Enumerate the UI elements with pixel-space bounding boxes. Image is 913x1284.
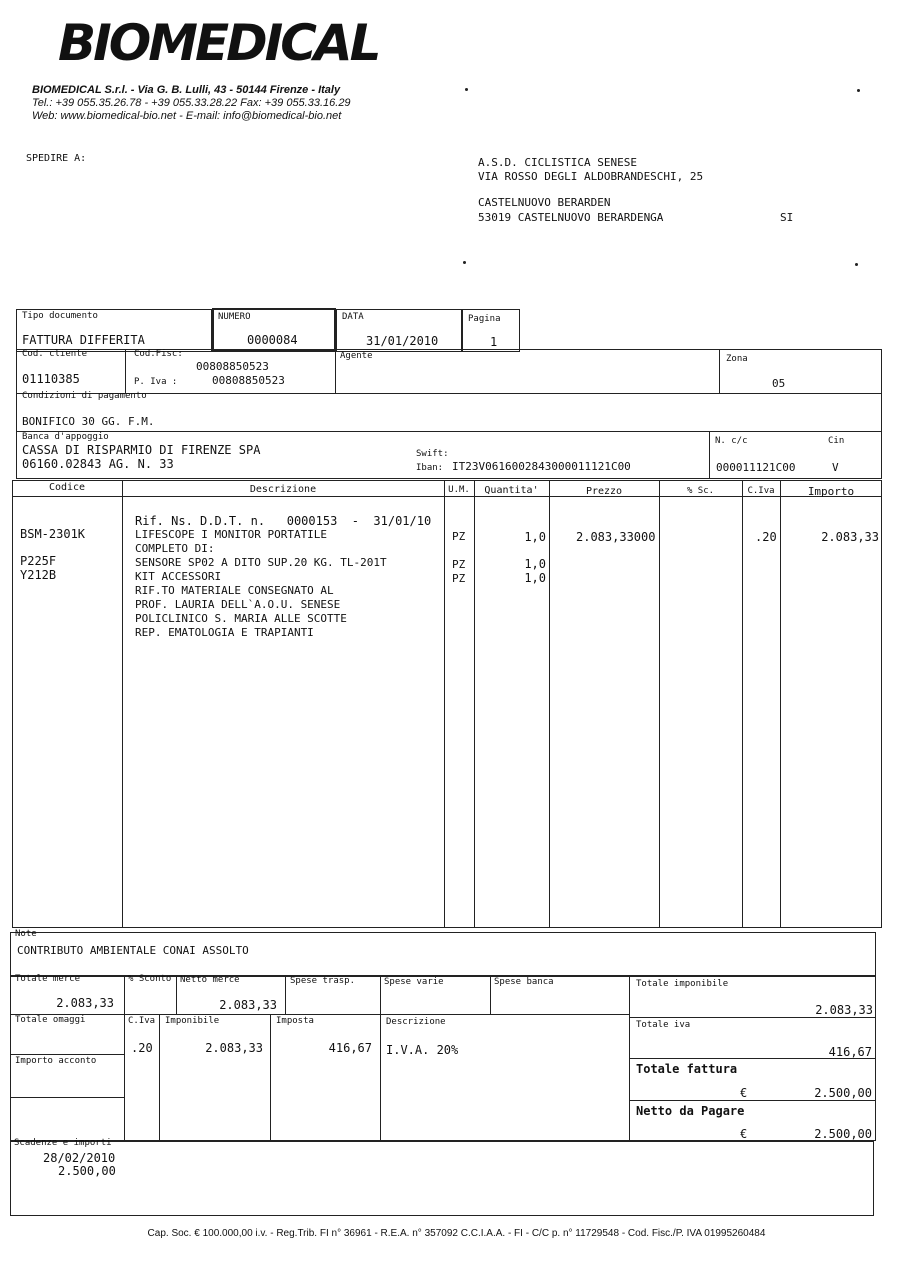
row-description: RIF.TO MATERIALE CONSEGNATO AL [135, 584, 334, 597]
notes-text: CONTRIBUTO AMBIENTALE CONAI ASSOLTO [17, 944, 249, 957]
vat-total-label: Totale iva [636, 1020, 691, 1030]
vat-total: 416,67 [828, 1045, 872, 1059]
row-price: 2.083,33000 [576, 530, 656, 544]
vat-label: P. Iva : [134, 377, 178, 387]
row-vat: .20 [755, 530, 777, 544]
zone: 05 [772, 377, 786, 390]
row-description: SENSORE SP02 A DITO SUP.20 KG. TL-201T [135, 556, 387, 569]
col-header-price: Prezzo [585, 486, 623, 497]
vat-code: .20 [131, 1041, 153, 1055]
taxable-total: 2.083,33 [815, 1003, 873, 1017]
shipping-costs-label: Spese trasp. [290, 976, 356, 986]
doc-number-label: NUMERO [218, 312, 251, 322]
row-amount: 2.083,33 [821, 530, 879, 544]
due-amount: 2.500,00 [58, 1164, 116, 1178]
company-phone: Tel.: +39 055.35.26.78 - +39 055.33.28.22 Fax: +39 055.33.16.29 [32, 97, 351, 109]
currency-symbol: € [740, 1127, 748, 1141]
taxable-label: Imponibile [165, 1016, 220, 1026]
doc-type-label: Tipo documento [22, 311, 98, 321]
net-to-pay-label: Netto da Pagare [636, 1104, 745, 1118]
due-date: 28/02/2010 [43, 1151, 116, 1165]
net-goods: 2.083,33 [219, 998, 277, 1012]
agent-label: Agente [340, 351, 373, 361]
bank-branch: 06160.02843 AG. N. 33 [22, 457, 174, 471]
row-code: BSM-2301K [20, 527, 86, 541]
bank-costs-label: Spese banca [494, 977, 554, 987]
swift-label: Swift: [416, 449, 449, 459]
row-description: COMPLETO DI: [135, 542, 215, 555]
row-um: PZ [452, 572, 466, 585]
advance-label: Importo acconto [15, 1056, 97, 1066]
tax-code-label: Cod.Fisc: [134, 349, 183, 359]
col-header-vat: C.Iva [747, 486, 775, 496]
doc-page-label: Pagina [468, 314, 501, 324]
taxable-total-label: Totale imponibile [636, 979, 729, 989]
doc-date-label: DATA [342, 312, 364, 322]
client-code-label: Cod. cliente [22, 349, 88, 359]
vat-number: 00808850523 [212, 374, 285, 387]
mark-dot [855, 263, 858, 266]
company-address: BIOMEDICAL S.r.l. - Via G. B. Lulli, 43 - 50144 Firenze - Italy [32, 84, 341, 96]
col-header-description: Descrizione [249, 484, 317, 495]
iban: IT23V0616002843000011121C00 [452, 460, 631, 473]
row-code: P225F [20, 554, 57, 568]
cin-label: Cin [828, 436, 845, 446]
account-number: 000011121C00 [716, 461, 796, 474]
currency-symbol: € [740, 1086, 748, 1100]
ship-label: SPEDIRE A: [26, 153, 87, 164]
vat-code-label: C.Iva [128, 1016, 156, 1026]
row-description: LIFESCOPE I MONITOR PORTATILE [135, 528, 328, 541]
total-goods-label: Totale merce [15, 974, 81, 984]
payment-label: Condizioni di pagamento [22, 391, 147, 401]
doc-date: 31/01/2010 [366, 334, 439, 348]
ddt-reference: Rif. Ns. D.D.T. n. 0000153 - 31/01/10 [135, 514, 432, 528]
zone-label: Zona [726, 354, 748, 364]
company-web: Web: www.biomedical-bio.net - E-mail: info@biomedical-bio.net [32, 110, 342, 122]
row-description: PROF. LAURIA DELL`A.O.U. SENESE [135, 598, 341, 611]
mark-dot [463, 261, 466, 264]
vat-description: I.V.A. 20% [386, 1043, 459, 1057]
col-header-qty: Quantita' [484, 485, 539, 496]
row-description: POLICLINICO S. MARIA ALLE SCOTTE [135, 612, 347, 625]
row-qty: 1,0 [524, 530, 546, 544]
row-um: PZ [452, 530, 466, 543]
bank-label: Banca d'appoggio [22, 432, 109, 442]
ship-name: A.S.D. CICLISTICA SENESE [478, 156, 637, 169]
doc-type: FATTURA DIFFERITA [22, 333, 145, 347]
vat-description-label: Descrizione [386, 1017, 446, 1027]
total-goods: 2.083,33 [56, 996, 114, 1010]
misc-costs-label: Spese varie [384, 977, 444, 987]
row-code: Y212B [20, 568, 57, 582]
payment-terms: BONIFICO 30 GG. F.M. [22, 415, 155, 428]
company-logo: BIOMEDICAL [58, 14, 379, 72]
ship-city: 53019 CASTELNUOVO BERARDENGA [478, 211, 664, 224]
ship-province: SI [780, 211, 794, 224]
iban-label: Iban: [416, 463, 444, 473]
net-goods-label: Netto merce [180, 975, 240, 985]
due-dates-box [10, 1141, 874, 1216]
doc-page: 1 [490, 335, 498, 349]
invoice-total-label: Totale fattura [636, 1062, 738, 1076]
row-um: PZ [452, 558, 466, 571]
tax-code: 00808850523 [196, 360, 269, 373]
bank-name: CASSA DI RISPARMIO DI FIRENZE SPA [22, 443, 261, 457]
col-header-um: U.M. [448, 485, 470, 495]
ship-street: VIA ROSSO DEGLI ALDOBRANDESCHI, 25 [478, 170, 704, 183]
due-dates-label: Scadenze e importi [14, 1138, 112, 1148]
footer-legal: Cap. Soc. € 100.000,00 i.v. - Reg.Trib. FI n° 36961 - R.E.A. n° 357092 C.C.I.A.A. - FI - C/C p. n° 11729548 - Cod. Fisc./P. IVA 01995260484 [147, 1228, 766, 1239]
gifts-total-label: Totale omaggi [15, 1015, 86, 1025]
discount-label: % Sconto [128, 974, 172, 984]
col-header-amount: Importo [807, 485, 855, 498]
row-qty: 1,0 [524, 571, 546, 585]
notes-label: Note [15, 929, 37, 939]
tax-label: Imposta [276, 1016, 314, 1026]
mark-dot [857, 89, 860, 92]
col-header-discount: % Sc. [686, 486, 715, 496]
invoice-total: 2.500,00 [814, 1086, 872, 1100]
col-header-code: Codice [48, 482, 86, 493]
row-description: KIT ACCESSORI [135, 570, 222, 583]
cin: V [832, 461, 839, 474]
account-label: N. c/c [715, 436, 748, 446]
row-qty: 1,0 [524, 557, 546, 571]
row-description: REP. EMATOLOGIA E TRAPIANTI [135, 626, 314, 639]
taxable-amount: 2.083,33 [205, 1041, 263, 1055]
net-to-pay: 2.500,00 [814, 1127, 872, 1141]
doc-number: 0000084 [247, 333, 298, 347]
client-code: 01110385 [22, 372, 80, 386]
mark-dot [465, 88, 468, 91]
tax-amount: 416,67 [328, 1041, 372, 1055]
ship-locality: CASTELNUOVO BERARDEN [478, 196, 611, 209]
